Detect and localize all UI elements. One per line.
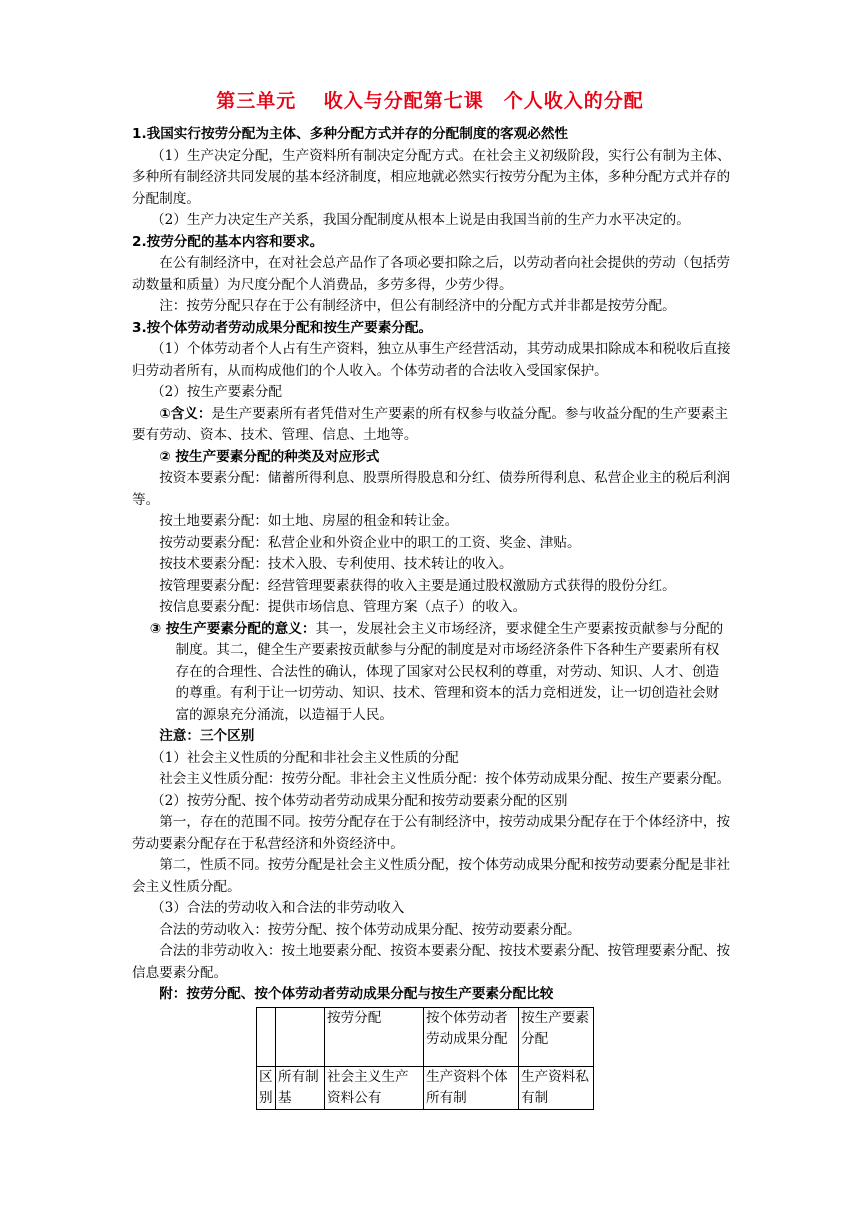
section-3-heading: 3.按个体劳动者劳动成果分配和按生产要素分配。 <box>132 319 433 336</box>
kind-management: 按管理要素分配：经营管理要素获得的收入主要是通过股权激励方式获得的股份分红。 <box>159 577 676 594</box>
paragraph: （2）按劳分配、按个体劳动者劳动成果分配和按劳动要素分配的区别 <box>151 792 568 809</box>
meaning-label: ①含义： <box>159 405 212 422</box>
kinds-heading: ② 按生产要素分配的种类及对应形式 <box>159 448 380 465</box>
table-cell: 所有制基 <box>276 1066 325 1109</box>
paragraph: 第一，存在的范围不同。按劳分配存在于公有制经济中，按劳动成果分配存在于个体经济中，按劳动要素分配存在于私营经济和外资经济中。 <box>132 814 731 852</box>
paragraph: （1）社会主义性质的分配和非社会主义性质的分配 <box>151 749 459 766</box>
table-cell: 按生产要素分配 <box>519 1007 594 1066</box>
table-cell: 按个体劳动者劳动成果分配 <box>424 1007 519 1066</box>
paragraph: （1）个体劳动者个人占有生产资料，独立从事生产经营活动，其劳动成果扣除成本和税收后直接归劳动者所有，从而构成他们的个人收入。个体劳动者的合法收入受国家保护。 <box>132 341 731 379</box>
paragraph: （1）生产决定分配，生产资料所有制决定分配方式。在社会主义初级阶段，实行公有制为主体、多种所有制经济共同发展的基本经济制度，相应地就必然实行按劳分配为主体，多种分配方式并存的分配制度。 <box>132 147 731 207</box>
paragraph: 合法的非劳动收入：按土地要素分配、按资本要素分配、按技术要素分配、按管理要素分配、按信息要素分配。 <box>132 943 731 981</box>
comparison-table <box>256 1007 594 1110</box>
table-cell <box>276 1007 325 1066</box>
paragraph: 在公有制经济中，在对社会总产品作了各项必要扣除之后，以劳动者向社会提供的劳动（包括劳动数量和质量）为尺度分配个人消费品，多劳多得，少劳少得。 <box>132 255 731 293</box>
meaning-paragraph <box>132 404 732 447</box>
document-body <box>132 124 732 1110</box>
paragraph: 第二，性质不同。按劳分配是社会主义性质分配，按个体劳动成果分配和按劳动要素分配是非社会主义性质分配。 <box>132 857 731 895</box>
table-cell: 生产资料私有制 <box>519 1066 594 1109</box>
section-1-heading: 1.我国实行按劳分配为主体、多种分配方式并存的分配制度的客观必然性 <box>132 126 569 142</box>
kind-labor: 按劳动要素分配：私营企业和外资企业中的职工的工资、奖金、津贴。 <box>159 534 581 551</box>
table-cell: 社会主义生产资料公有 <box>325 1066 424 1109</box>
table-cell: 区别 <box>257 1066 276 1109</box>
kind-capital: 按资本要素分配：储蓄所得利息、股票所得股息和分红、债券所得利息、私营企业主的税后利润等。 <box>132 470 731 508</box>
paragraph: （2）生产力决定生产关系，我国分配制度从根本上说是由我国当前的生产力水平决定的。 <box>151 212 690 228</box>
table-row <box>257 1066 594 1109</box>
significance-text: 其一，发展社会主义市场经济，要求健全生产要素按贡献参与分配的制度。其二，健全生产要素按贡献参与分配的制度是对市场经济条件下各种生产要素所有权存在的合理性、合法性的确认，体现了国家对公民权利的尊重，对劳动、知识、人才、创造的尊重。有利于让一切劳动、知识、技术、管理和资本的活力竞相迸发，让一切创造社会财富的源泉充分涌流，以造福于人民。 <box>175 620 724 723</box>
significance-label: ③ 按生产要素分配的意义： <box>149 620 316 637</box>
table-header-row <box>257 1007 594 1066</box>
table-cell <box>257 1007 276 1066</box>
paragraph: （3）合法的劳动收入和合法的非劳动收入 <box>151 900 405 916</box>
kind-land: 按土地要素分配：如土地、房屋的租金和转让金。 <box>159 513 459 529</box>
paragraph: 合法的劳动收入：按劳分配、按个体劳动成果分配、按劳动要素分配。 <box>159 921 581 938</box>
kind-information: 按信息要素分配：提供市场信息、管理方案（点子）的收入。 <box>159 599 527 615</box>
table-cell: 生产资料个体所有制 <box>424 1066 519 1109</box>
paragraph: 社会主义性质分配：按劳分配。非社会主义性质分配：按个体劳动成果分配、按生产要素分配。 <box>159 771 731 787</box>
note-heading: 注意：三个区别 <box>159 728 255 744</box>
note-paragraph: 注：按劳分配只存在于公有制经济中，但公有制经济中的分配方式并非都是按劳分配。 <box>159 298 676 314</box>
significance-paragraph <box>132 619 732 727</box>
page-title: 第三单元 收入与分配第七课 个人收入的分配 <box>216 90 644 112</box>
kind-technology: 按技术要素分配：技术入股、专利使用、技术转让的收入。 <box>159 556 513 572</box>
table-cell: 按劳分配 <box>325 1007 424 1066</box>
section-2-heading: 2.按劳分配的基本内容和要求。 <box>132 233 324 250</box>
meaning-text: 是生产要素所有者凭借对生产要素的所有权参与收益分配。参与收益分配的生产要素主要有劳动、资本、技术、管理、信息、土地等。 <box>132 405 729 443</box>
appendix-heading: 附：按劳分配、按个体劳动者劳动成果分配与按生产要素分配比较 <box>159 986 554 1002</box>
paragraph: （2）按生产要素分配 <box>151 384 283 400</box>
